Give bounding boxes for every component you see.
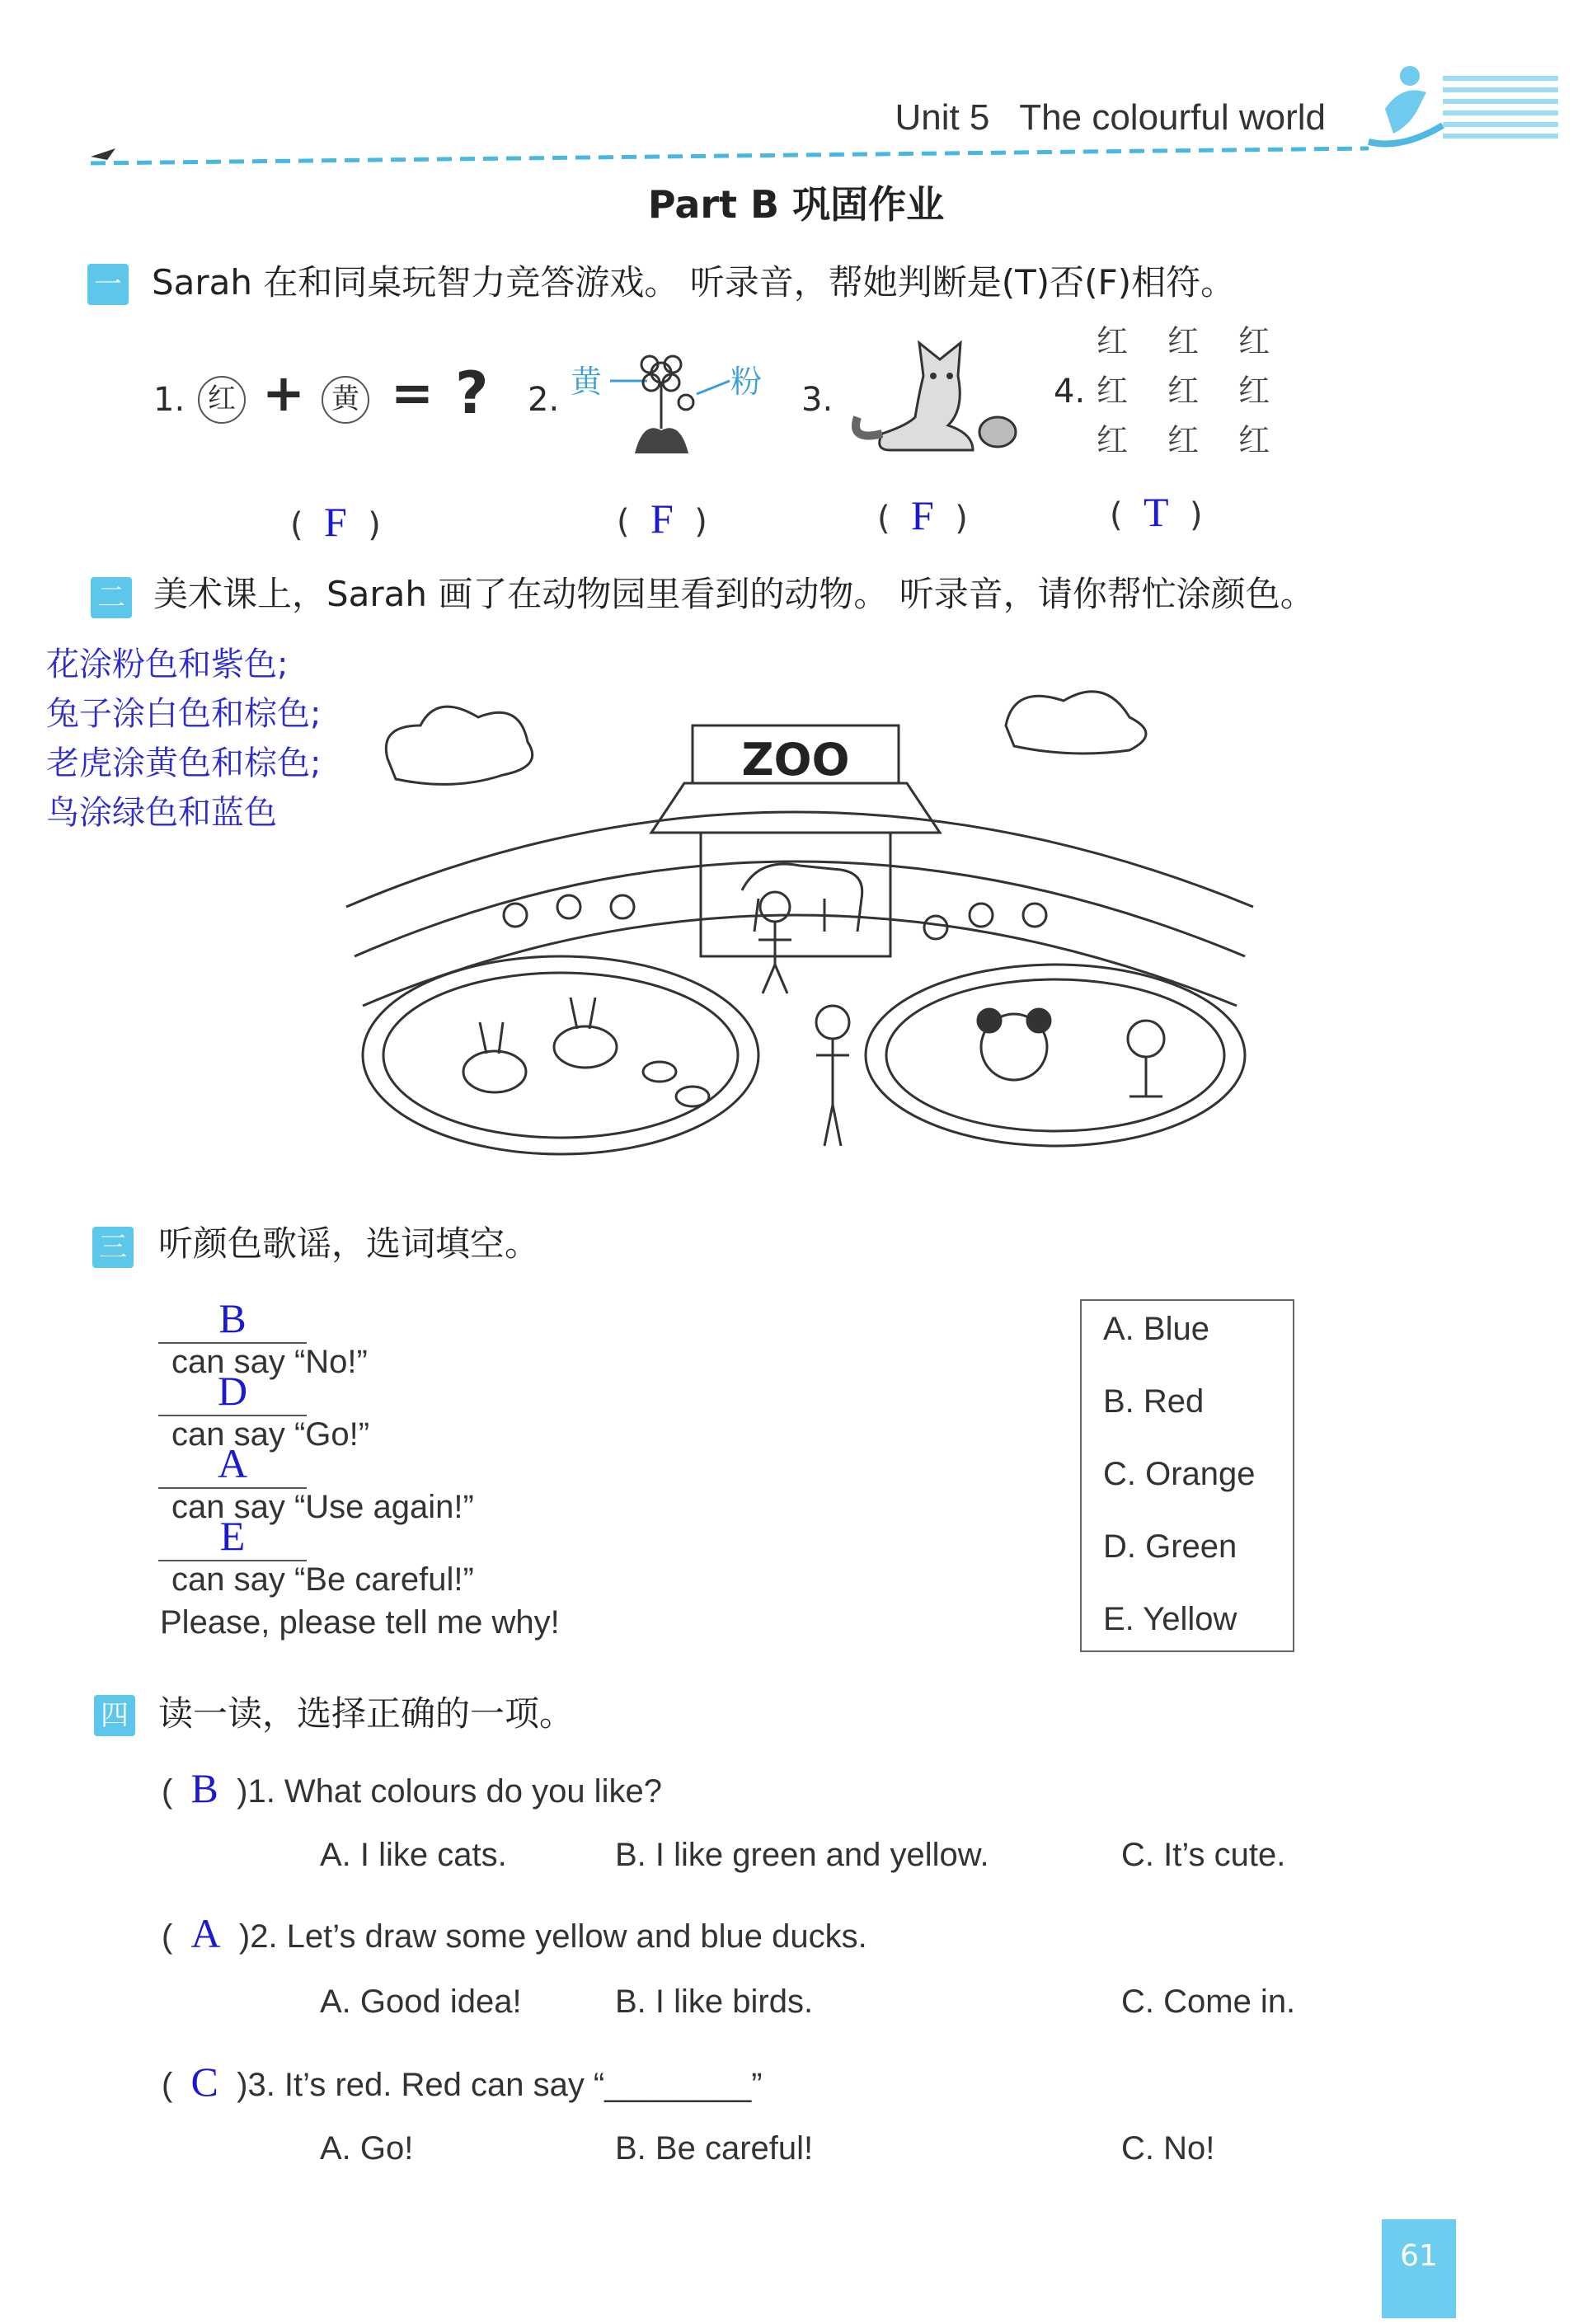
- mc-answer-1: B: [190, 1765, 218, 1811]
- mc-answer-3: C: [190, 2059, 218, 2105]
- part-title: Part B 巩固作业: [647, 182, 945, 227]
- fill-text-4: can say “Be careful!”: [171, 1561, 474, 1598]
- section1-number: 一: [87, 264, 129, 305]
- mc-option-2c: C. Come in.: [1121, 1984, 1296, 2020]
- answer-4: T: [1144, 489, 1169, 535]
- option-e: E. Yellow: [1103, 1601, 1237, 1637]
- answer-slot-4: ( T ): [1110, 489, 1203, 535]
- mc-option-2b: B. I like birds.: [615, 1984, 814, 2020]
- question-mark: ?: [455, 359, 489, 427]
- section3-number: 三: [92, 1227, 134, 1268]
- mc-question-1: ( B )1. What colours do you like?: [162, 1765, 662, 1811]
- option-c: C. Orange: [1103, 1456, 1256, 1492]
- red-grid-row-3: 红 红 红: [1097, 422, 1285, 458]
- section3-instruction: 听颜色歌谣，选词填空。: [158, 1223, 540, 1264]
- mc-option-3a: A. Go!: [320, 2130, 414, 2167]
- yellow-circle-char: 黄: [322, 376, 369, 424]
- fill-answer-3: A: [158, 1439, 307, 1489]
- section2-number: 二: [91, 577, 132, 618]
- unit-title: Unit 5 The colourful world: [895, 97, 1326, 138]
- section1-instruction: Sarah 在和同桌玩智力竞答游戏。 听录音，帮她判断是(T)否(F)相符。: [152, 262, 1236, 303]
- song-last-line: Please, please tell me why!: [160, 1604, 560, 1641]
- mc-answer-2: A: [190, 1910, 221, 1956]
- section2-instruction: 美术课上，Sarah 画了在动物园里看到的动物。 听录音，请你帮忙涂颜色。: [153, 574, 1315, 614]
- red-grid-row-2: 红 红 红: [1097, 373, 1285, 409]
- runner-logo-icon: [1352, 59, 1566, 158]
- zoo-sign: ZOO: [741, 734, 850, 786]
- q3-label: 3.: [801, 381, 834, 419]
- answer-slot-1: ( F ): [290, 499, 381, 545]
- mc-option-1b: B. I like green and yellow.: [615, 1837, 989, 1873]
- handwritten-note-2: 兔子涂白色和棕色;: [46, 695, 322, 733]
- mc-stem-1: )1. What colours do you like?: [237, 1773, 662, 1810]
- option-d: D. Green: [1103, 1528, 1237, 1565]
- mc-question-3: ( C )3. It’s red. Red can say “________”: [162, 2059, 763, 2105]
- option-a: A. Blue: [1103, 1311, 1209, 1347]
- handwritten-note-1: 花涂粉色和紫色;: [46, 646, 289, 683]
- handwritten-note-3: 老虎涂黄色和棕色;: [46, 744, 322, 782]
- mc-option-3c: C. No!: [1121, 2130, 1215, 2167]
- section4-instruction: 读一读，选择正确的一项。: [158, 1693, 575, 1734]
- fill-text-2: can say “Go!”: [171, 1416, 370, 1453]
- mc-question-2: ( A )2. Let’s draw some yellow and blue ducks.: [162, 1910, 867, 1956]
- fill-text-1: can say “No!”: [171, 1344, 368, 1380]
- q2-left-label: 黄: [571, 364, 603, 400]
- red-circle-char: 红: [198, 376, 246, 424]
- q4-label: 4.: [1054, 373, 1086, 411]
- cat-image: [841, 326, 1022, 458]
- handwritten-note-4: 鸟涂绿色和蓝色: [46, 794, 277, 832]
- answer-slot-2: ( F ): [617, 495, 707, 542]
- mc-option-3b: B. Be careful!: [615, 2130, 814, 2167]
- fill-line-4: [158, 1512, 620, 1599]
- fill-answer-4: E: [158, 1512, 307, 1561]
- equals-sign: =: [391, 363, 434, 423]
- q2-right-label: 粉: [730, 364, 763, 400]
- fill-answer-1: B: [158, 1294, 307, 1344]
- answer-slot-3: ( F ): [877, 492, 968, 538]
- answer-3: F: [911, 492, 934, 538]
- answer-1: F: [324, 499, 347, 545]
- fill-answer-2: D: [158, 1367, 307, 1416]
- q1-label: 1.: [153, 381, 185, 419]
- answer-2: F: [650, 495, 674, 542]
- mc-option-1a: A. I like cats.: [320, 1837, 507, 1873]
- zoo-illustration: [330, 660, 1278, 1187]
- flower-image: [610, 338, 734, 462]
- plus-sign: +: [262, 363, 305, 423]
- section4-number: 四: [94, 1695, 135, 1736]
- mc-stem-2: )2. Let’s draw some yellow and blue ducks.: [238, 1918, 867, 1955]
- fill-text-3: can say “Use again!”: [171, 1489, 474, 1525]
- mc-option-1c: C. It’s cute.: [1121, 1837, 1286, 1873]
- q2-label: 2.: [528, 381, 560, 419]
- page-number: 61: [1382, 2219, 1456, 2318]
- mc-option-2a: A. Good idea!: [320, 1984, 522, 2020]
- option-b: B. Red: [1103, 1383, 1205, 1420]
- mc-stem-3: )3. It’s red. Red can say “________”: [237, 2067, 763, 2103]
- red-grid-row-1: 红 红 红: [1097, 323, 1285, 359]
